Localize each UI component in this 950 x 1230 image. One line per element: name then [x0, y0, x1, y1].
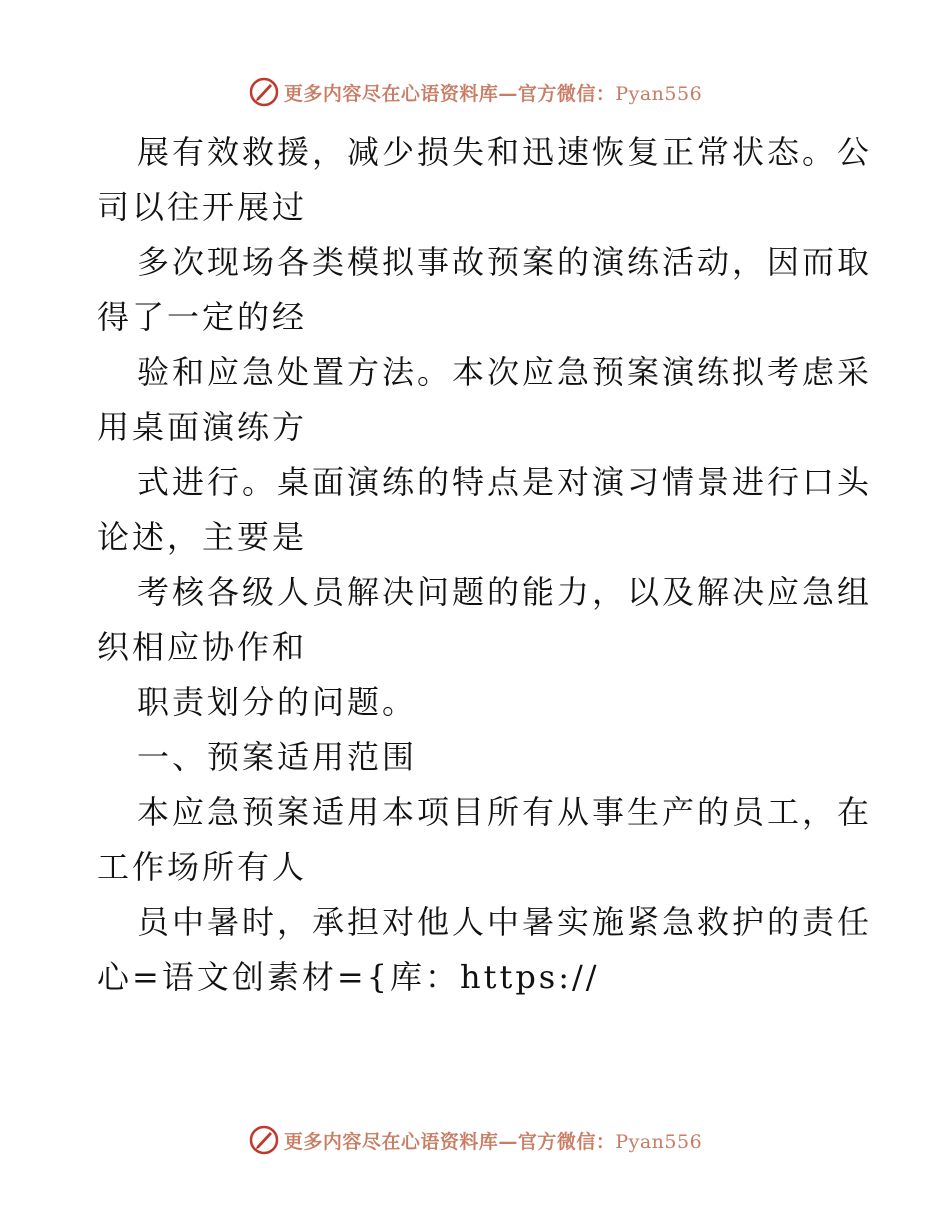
- footer-banner-wechat: Pyan556: [615, 1130, 703, 1153]
- text-line: 本应急预案适用本项目所有从事生产的员工，在: [137, 793, 873, 831]
- text-line: 职责划分的问题。: [137, 683, 418, 721]
- header-banner: [0, 72, 950, 112]
- text-line: 用桌面演练方: [97, 408, 308, 446]
- text-line: 得了一定的经: [97, 298, 308, 336]
- text-line: 论述，主要是: [97, 518, 308, 556]
- footer-banner-title: 更多内容尽在心语资料库—官方微信：: [283, 1130, 616, 1153]
- document-body: [97, 125, 873, 1005]
- text-line: 考核各级人员解决问题的能力，以及解决应急组: [137, 573, 873, 611]
- header-banner-wechat: Pyan556: [615, 82, 703, 105]
- text-line: 工作场所有人: [97, 848, 308, 886]
- footer-banner-content: [248, 1124, 702, 1156]
- header-banner-title: 更多内容尽在心语资料库—官方微信：: [283, 82, 616, 105]
- text-line: 司以往开展过: [97, 188, 308, 226]
- text-line: 员中暑时，承担对他人中暑实施紧急救护的责任: [137, 903, 873, 941]
- footer-banner-text: [284, 1127, 702, 1154]
- text-line: 展有效救援，减少损失和迅速恢复正常状态。公: [137, 133, 873, 171]
- text-line: 式进行。桌面演练的特点是对演习情景进行口头: [137, 463, 873, 501]
- footer-banner: [0, 1120, 950, 1160]
- header-banner-content: [248, 76, 702, 108]
- text-line: 一、预案适用范围: [137, 738, 418, 776]
- text-line: 织相应协作和: [97, 628, 308, 666]
- text-line: 心=语文创素材={库：https://: [97, 958, 600, 996]
- quill-logo-icon: [248, 76, 280, 108]
- quill-logo-icon: [248, 1124, 280, 1156]
- header-banner-text: [284, 79, 702, 106]
- text-line: 验和应急处置方法。本次应急预案演练拟考虑采: [137, 353, 873, 391]
- text-line: 多次现场各类模拟事故预案的演练活动，因而取: [137, 243, 873, 281]
